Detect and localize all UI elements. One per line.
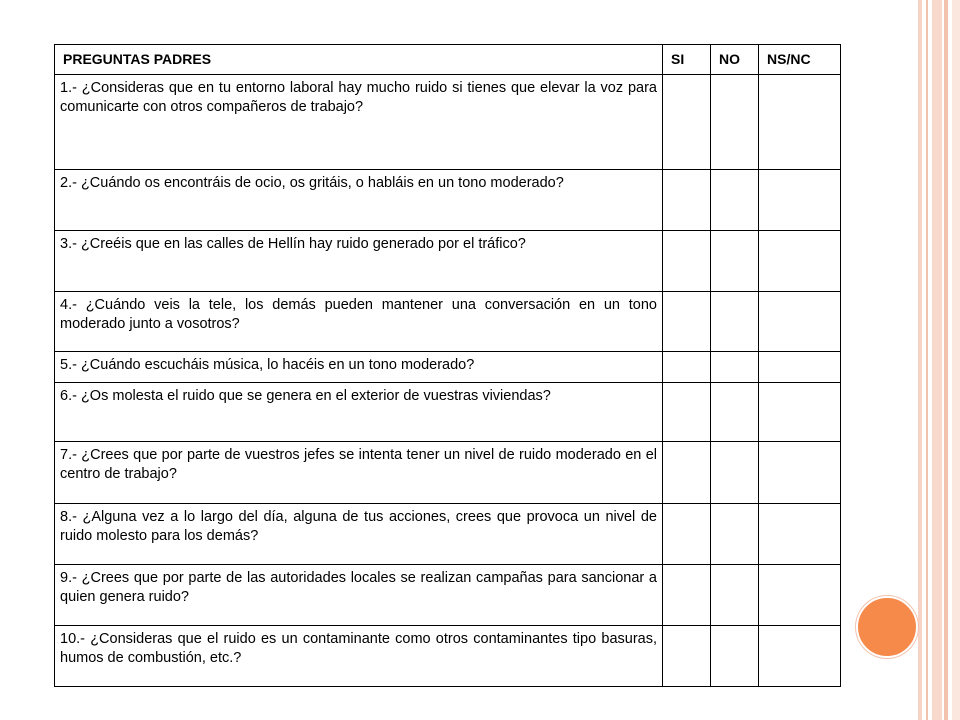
question-text: 1.- ¿Consideras que en tu entorno laboral hay mucho ruido si tienes que elevar la voz para comunicarte con otros compañeros de trabajo? xyxy=(55,75,663,170)
question-text: 9.- ¿Crees que por parte de las autoridades locales se realizan campañas para sancionar a quien genera ruido? xyxy=(55,565,663,626)
header-question: PREGUNTAS PADRES xyxy=(55,45,663,75)
answer-si-cell[interactable] xyxy=(663,504,711,565)
question-text: 7.- ¿Crees que por parte de vuestros jefes se intenta tener un nivel de ruido moderado en el centro de trabajo? xyxy=(55,442,663,504)
header-si: SI xyxy=(663,45,711,75)
answer-si-cell[interactable] xyxy=(663,383,711,442)
answer-no-cell[interactable] xyxy=(711,352,759,383)
answer-no-cell[interactable] xyxy=(711,75,759,170)
answer-nsnc-cell[interactable] xyxy=(759,231,841,292)
table-row xyxy=(55,383,841,442)
question-text: 3.- ¿Creéis que en las calles de Hellín hay ruido generado por el tráfico? xyxy=(55,231,663,292)
question-text: 8.- ¿Alguna vez a lo largo del día, alguna de tus acciones, crees que provoca un nivel de ruido molesto para los demás? xyxy=(55,504,663,565)
answer-no-cell[interactable] xyxy=(711,626,759,687)
answer-nsnc-cell[interactable] xyxy=(759,626,841,687)
answer-no-cell[interactable] xyxy=(711,231,759,292)
decorative-band xyxy=(944,0,948,720)
answer-no-cell[interactable] xyxy=(711,565,759,626)
answer-no-cell[interactable] xyxy=(711,442,759,504)
answer-si-cell[interactable] xyxy=(663,170,711,231)
table-row xyxy=(55,231,841,292)
table-row xyxy=(55,75,841,170)
answer-nsnc-cell[interactable] xyxy=(759,504,841,565)
question-text: 2.- ¿Cuándo os encontráis de ocio, os gritáis, o habláis en un tono moderado? xyxy=(55,170,663,231)
decorative-band xyxy=(926,0,928,720)
answer-nsnc-cell[interactable] xyxy=(759,383,841,442)
answer-si-cell[interactable] xyxy=(663,75,711,170)
question-text: 6.- ¿Os molesta el ruido que se genera en el exterior de vuestras viviendas? xyxy=(55,383,663,442)
answer-nsnc-cell[interactable] xyxy=(759,565,841,626)
table-row xyxy=(55,504,841,565)
table-row xyxy=(55,442,841,504)
answer-nsnc-cell[interactable] xyxy=(759,442,841,504)
answer-si-cell[interactable] xyxy=(663,565,711,626)
header-nsnc: NS/NC xyxy=(759,45,841,75)
table-row xyxy=(55,565,841,626)
answer-si-cell[interactable] xyxy=(663,231,711,292)
answer-si-cell[interactable] xyxy=(663,626,711,687)
answer-si-cell[interactable] xyxy=(663,442,711,504)
survey-table xyxy=(54,44,841,687)
answer-no-cell[interactable] xyxy=(711,170,759,231)
answer-si-cell[interactable] xyxy=(663,292,711,352)
header-row xyxy=(55,45,841,75)
answer-nsnc-cell[interactable] xyxy=(759,292,841,352)
orange-circle-decoration xyxy=(856,596,918,658)
question-text: 4.- ¿Cuándo veis la tele, los demás pueden mantener una conversación en un tono moderado junto a vosotros? xyxy=(55,292,663,352)
table-row xyxy=(55,170,841,231)
question-text: 5.- ¿Cuándo escucháis música, lo hacéis en un tono moderado? xyxy=(55,352,663,383)
decorative-band xyxy=(918,0,922,720)
decorative-band xyxy=(952,0,960,720)
answer-nsnc-cell[interactable] xyxy=(759,352,841,383)
answer-no-cell[interactable] xyxy=(711,504,759,565)
table-row xyxy=(55,626,841,687)
decorative-band xyxy=(932,0,942,720)
table-row xyxy=(55,292,841,352)
question-text: 10.- ¿Consideras que el ruido es un contaminante como otros contaminantes tipo basuras, humos de combustión, etc.? xyxy=(55,626,663,687)
answer-nsnc-cell[interactable] xyxy=(759,170,841,231)
header-no: NO xyxy=(711,45,759,75)
answer-si-cell[interactable] xyxy=(663,352,711,383)
answer-no-cell[interactable] xyxy=(711,383,759,442)
table-row xyxy=(55,352,841,383)
answer-nsnc-cell[interactable] xyxy=(759,75,841,170)
answer-no-cell[interactable] xyxy=(711,292,759,352)
